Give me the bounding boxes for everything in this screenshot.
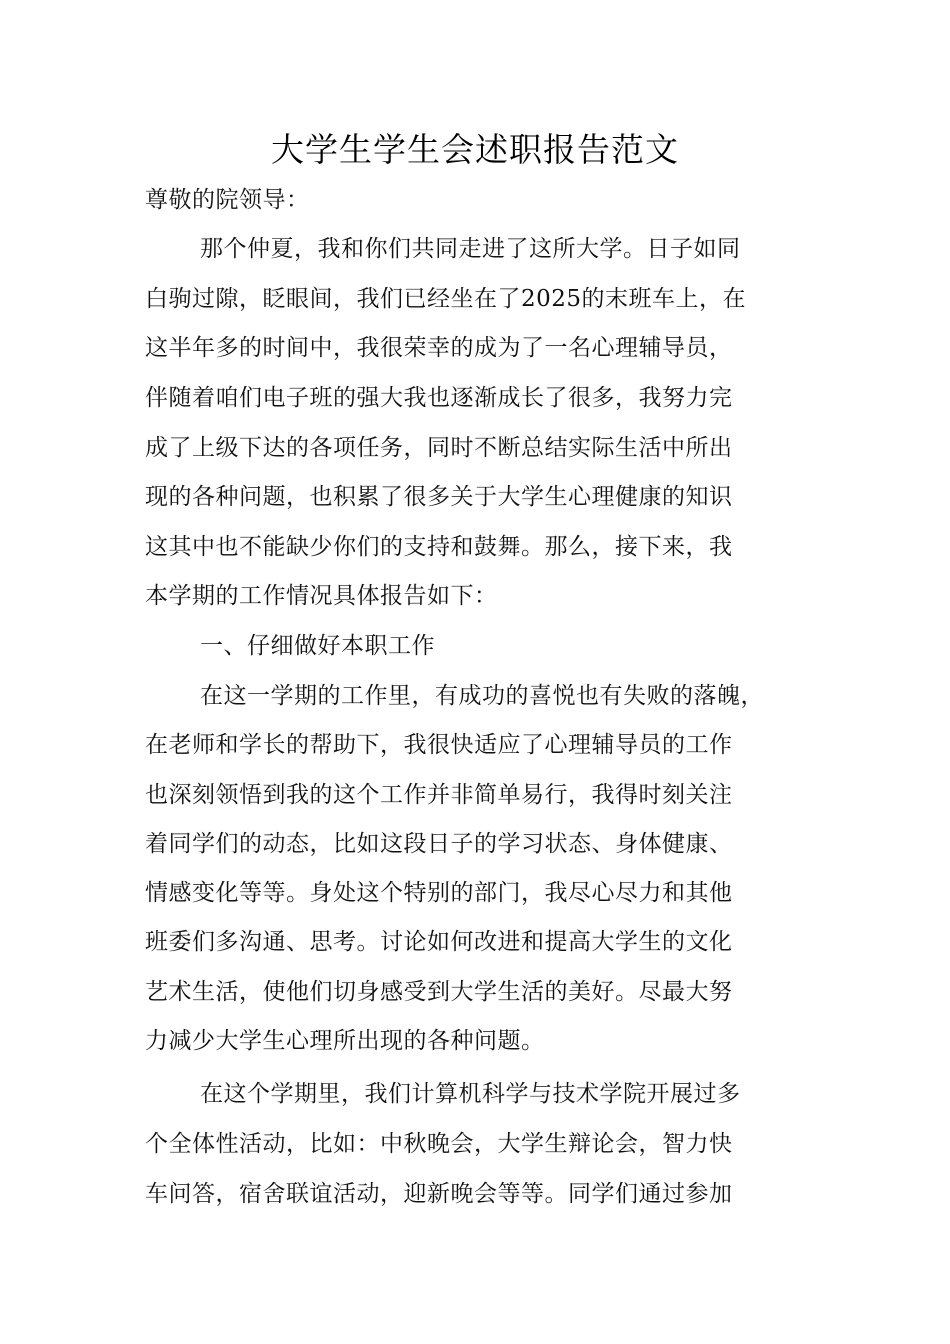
- paragraph-line: 也深刻领悟到我的这个工作并非简单易行，我得时刻关注: [145, 782, 733, 808]
- paragraph-line: 情感变化等等。身处这个特别的部门，我尽心尽力和其他: [145, 880, 733, 906]
- paragraph-line: 在老师和学长的帮助下，我很快适应了心理辅导员的工作: [145, 732, 733, 758]
- paragraph-line: 车问答，宿舍联谊活动，迎新晚会等等。同学们通过参加: [145, 1181, 733, 1207]
- paragraph-line: 本学期的工作情况具体报告如下：: [145, 583, 498, 609]
- paragraph-line: 这半年多的时间中，我很荣幸的成为了一名心理辅导员，: [145, 335, 733, 361]
- paragraph-line: 成了上级下达的各项任务，同时不断总结实际生活中所出: [145, 435, 733, 461]
- paragraph-line: 白驹过隙，眨眼间，我们已经坐在了2025的末班车上，在: [145, 286, 747, 312]
- paragraph-line: 伴随着咱们电子班的强大我也逐渐成长了很多，我努力完: [145, 385, 733, 411]
- paragraph-line: 班委们多沟通、思考。讨论如何改进和提高大学生的文化: [145, 929, 733, 955]
- paragraph-line: 艺术生活，使他们切身感受到大学生活的美好。尽最大努: [145, 979, 733, 1005]
- paragraph-line: 这其中也不能缺少你们的支持和鼓舞。那么，接下来，我: [145, 534, 733, 560]
- paragraph-line: 着同学们的动态，比如这段日子的学习状态、身体健康、: [145, 831, 733, 857]
- section-heading: 一、仔细做好本职工作: [200, 633, 435, 659]
- paragraph-line: 在这一学期的工作里，有成功的喜悦也有失败的落魄，: [200, 683, 764, 709]
- paragraph-line: 在这个学期里，我们计算机科学与技术学院开展过多: [200, 1081, 741, 1107]
- document-title: 大学生学生会述职报告范文: [271, 130, 679, 169]
- paragraph-line: 力减少大学生心理所出现的各种问题。: [145, 1028, 545, 1054]
- greeting: 尊敬的院领导：: [145, 187, 310, 213]
- paragraph-line: 现的各种问题，也积累了很多关于大学生心理健康的知识: [145, 484, 733, 510]
- paragraph-line: 个全体性活动，比如：中秋晚会，大学生辩论会，智力快: [145, 1131, 733, 1157]
- paragraph-line: 那个仲夏，我和你们共同走进了这所大学。日子如同: [200, 236, 741, 262]
